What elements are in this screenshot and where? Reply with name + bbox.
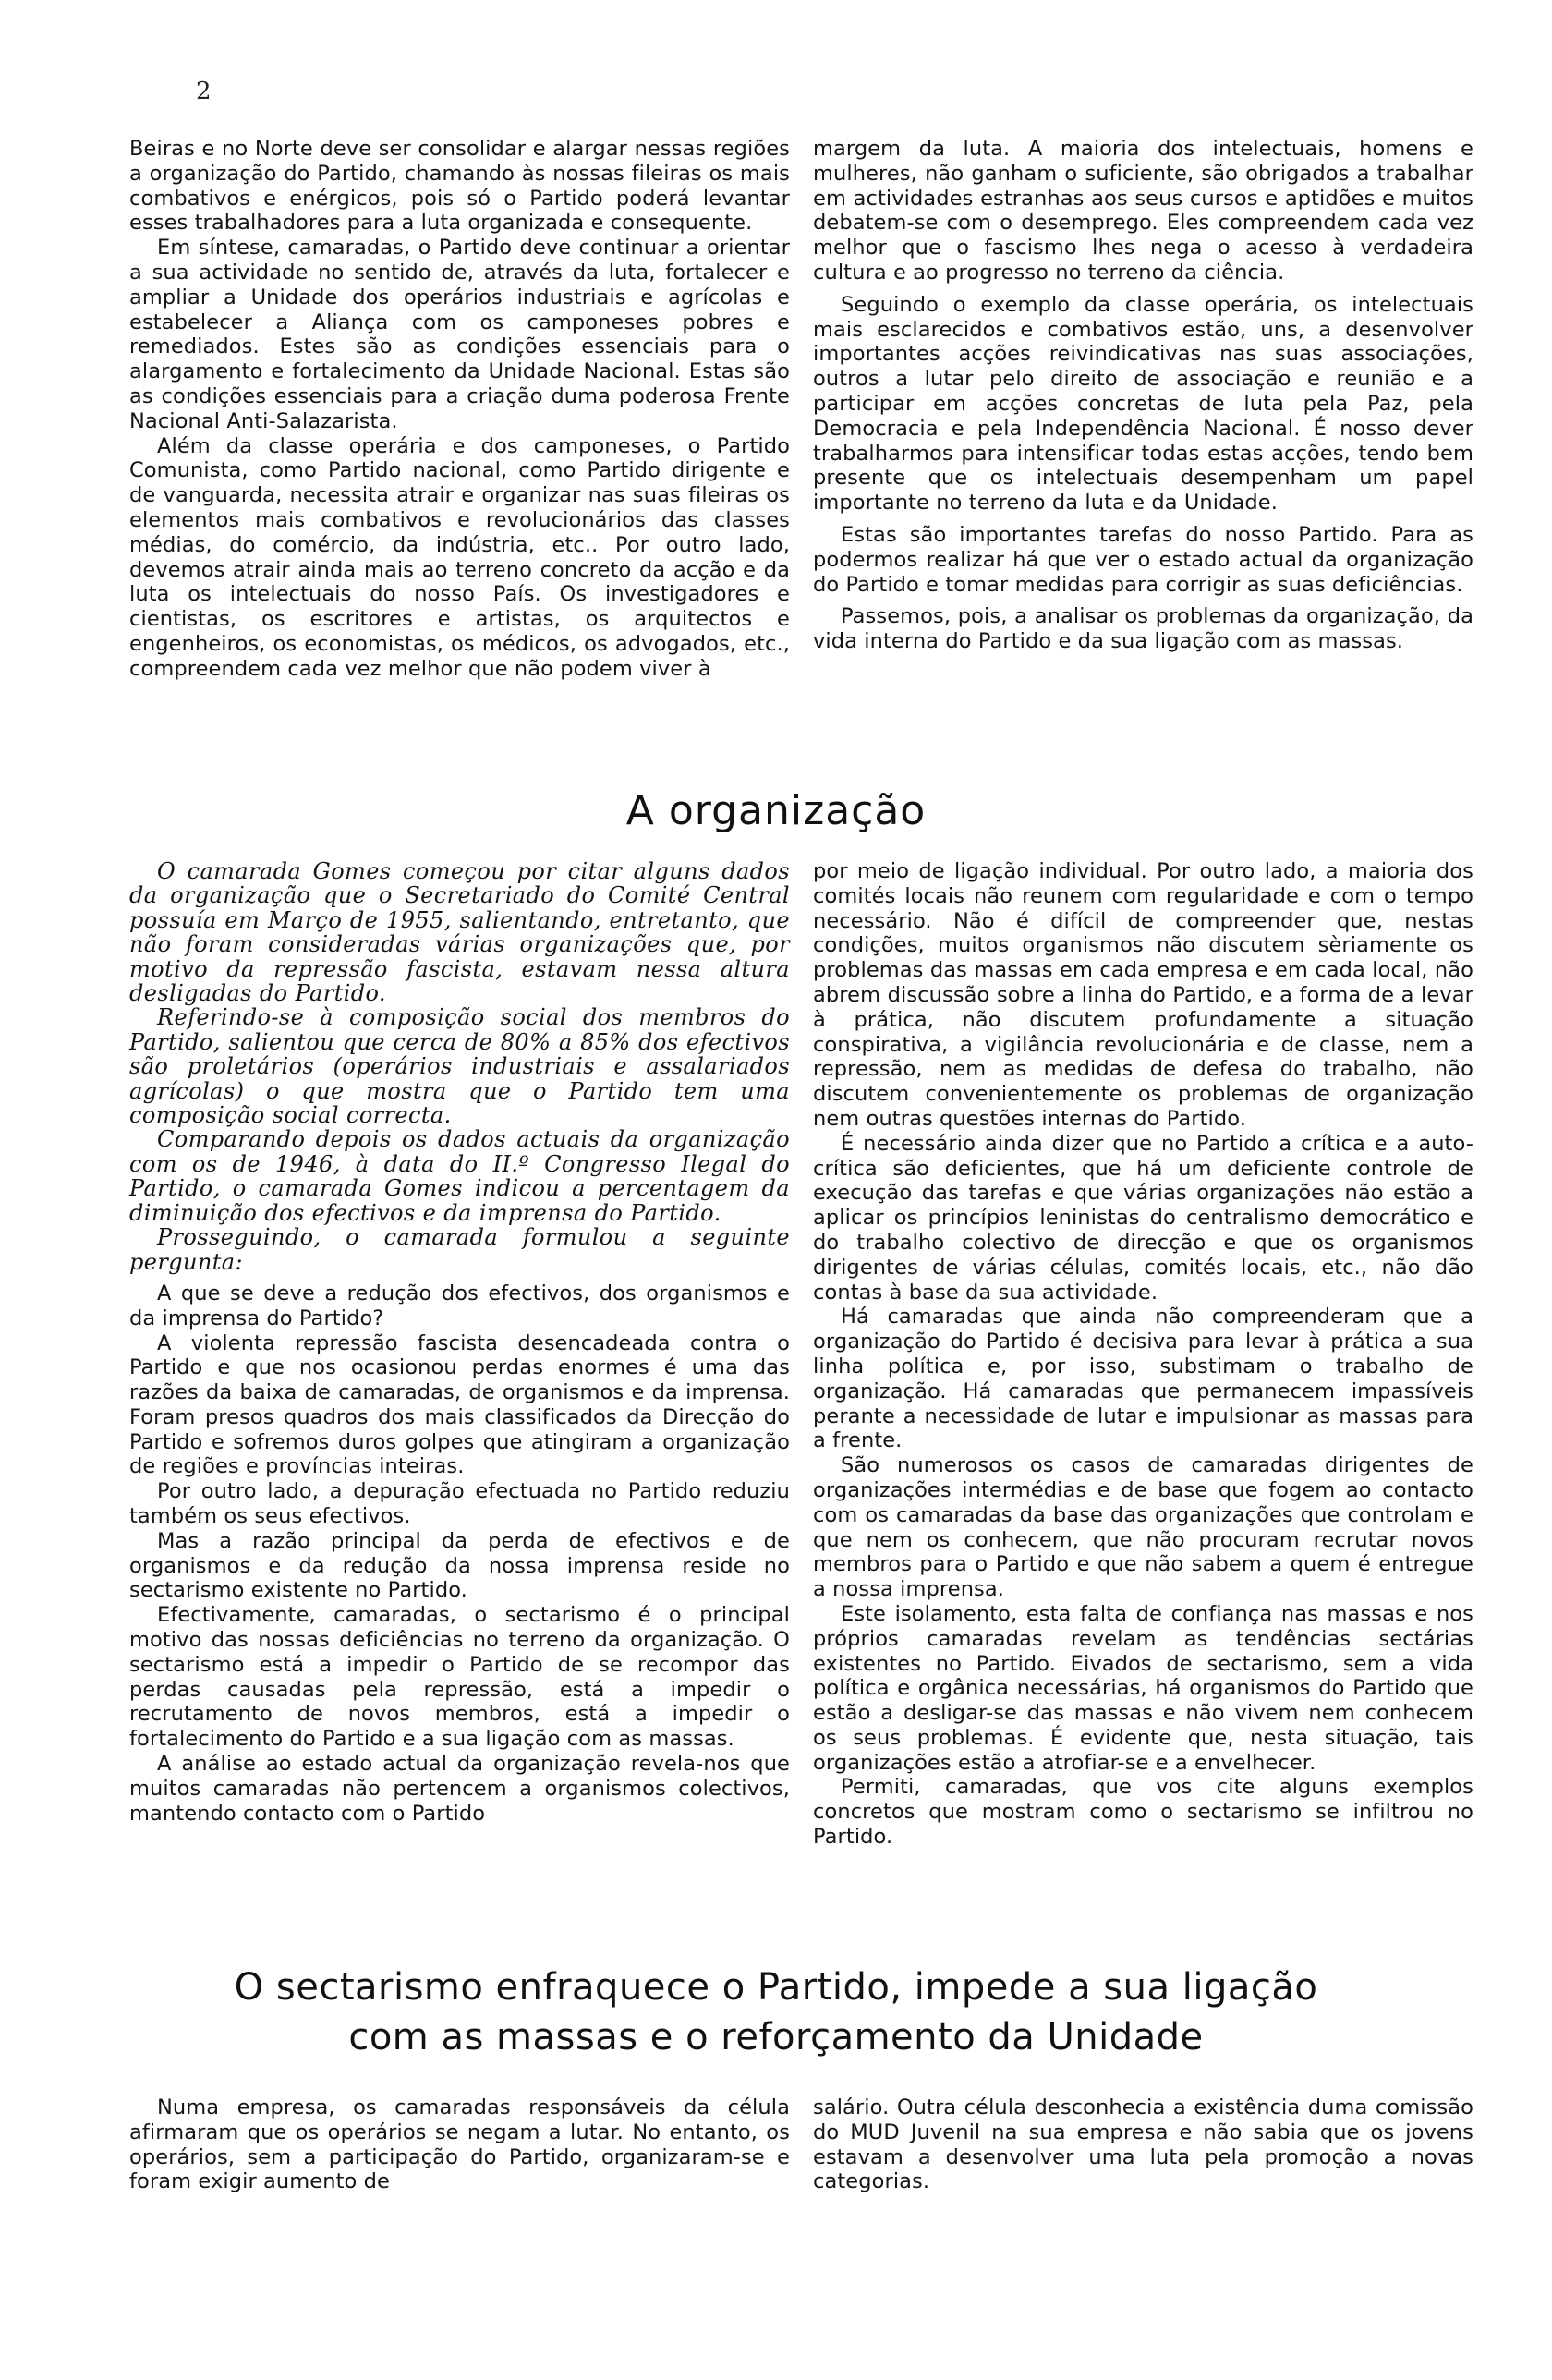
page-number: 2 <box>196 78 212 105</box>
paragraph: Beiras e no Norte deve ser consolidar e alargar nessas regiões a organização do Partido, chamando às nossas fileiras os mais combativos e enérgicos, pois só o Partido poderá levantar esses trabalhadores para a luta organizada e consequente. <box>129 137 790 236</box>
italic-summary: Prosseguindo, o camarada formulou a seguinte pergunta: <box>129 1224 790 1275</box>
paragraph: margem da luta. A maioria dos intelectuais, homens e mulheres, não ganham o suficiente, são obrigados a trabalhar em actividades estranhas aos seus cursos e aptidões e muitos debatem-se com o desemprego. Eles compreendem cada vez melhor que o fascismo lhes nega o acesso à verdadeira cultura e ao progresso no terreno da ciência. <box>813 137 1473 285</box>
paragraph: Por outro lado, a depuração efectuada no Partido reduziu também os seus efectivos. <box>129 1479 790 1529</box>
paragraph: Há camaradas que ainda não compreenderam que a organização do Partido é decisiva para levar à prática a sua linha política e, por isso, substimam o trabalho de organização. Há camaradas que permanecem impassíveis perante a necessidade de lutar e impulsionar as massas para a frente. <box>813 1305 1473 1453</box>
paragraph: É necessário ainda dizer que no Partido a crítica e a auto-crítica são deficientes, que há um deficiente controle de execução das tarefas e que várias organizações não estão a aplicar os princípios leninistas do centralismo democrático e do trabalho colectivo de direcção e que os organismos dirigentes de várias células, comités locais, etc., não dão contas à base da sua actividade. <box>813 1131 1473 1305</box>
column-middle-left <box>129 859 790 1826</box>
paragraph: por meio de ligação individual. Por outro lado, a maioria dos comités locais não reunem com regularidade e com o tempo necessário. Não é difícil de compreender que, nestas condições, muitos organismos não discutem sèriamente os problemas das massas em cada empresa e em cada local, não abrem discussão sobre a linha do Partido, e a forma de a levar à prática, não discutem profundamente a situação conspirativa, a vigilância revolucionária e de classe, nem a repressão, nem as medidas de defesa do trabalho, não discutem convenientemente os problemas de organização nem outras questões internas do Partido. <box>813 859 1473 1131</box>
paragraph: A análise ao estado actual da organização revela-nos que muitos camaradas não pertencem a organismos colectivos, mantendo contacto com o Partido <box>129 1752 790 1826</box>
paragraph: Mas a razão principal da perda de efectivos e de organismos e da redução da nossa imprensa reside no sectarismo existente no Partido. <box>129 1528 790 1603</box>
section-heading-sectarismo <box>185 1962 1367 2062</box>
paragraph: São numerosos os casos de camaradas dirigentes de organizações intermédias e de base que fogem ao contacto com os camaradas da base das organizações que controlam e que nem os conhecem, que não procuram recrutar novos membros para o Partido e que não sabem a quem é entregue a nossa imprensa. <box>813 1453 1473 1602</box>
column-top-left <box>129 137 790 682</box>
paragraph: Numa empresa, os camaradas responsáveis da célula afirmaram que os operários se negam a lutar. No entanto, os operários, sem a participação do Partido, organizaram-se e foram exigir aumento de <box>129 2095 790 2194</box>
heading-line: com as massas e o reforçamento da Unidade <box>348 2016 1204 2058</box>
paragraph: A que se deve a redução dos efectivos, dos organismos e da imprensa do Partido? <box>129 1281 790 1330</box>
column-bottom-right <box>813 2095 1473 2194</box>
paragraph: Estas são importantes tarefas do nosso Partido. Para as podermos realizar há que ver o estado actual da organização do Partido e tomar medidas para corrigir as suas deficiências. <box>813 522 1473 597</box>
italic-summary: Comparando depois os dados actuais da organização com os de 1946, à data do II.º Congresso Ilegal do Partido, o camarada Gomes indicou a percentagem da diminuição dos efectivos e da imprensa do Partido. <box>129 1126 790 1226</box>
paragraph: Este isolamento, esta falta de confiança nas massas e nos próprios camaradas revelam as tendências sectárias existentes no Partido. Eivados de sectarismo, sem a vida política e orgânica necessárias, há organismos do Partido que estão a desligar-se das massas e não vivem nem conhecem os seus problemas. É evidente que, nesta situação, tais organizações estão a atrofiar-se e a envelhecer. <box>813 1601 1473 1775</box>
paragraph: Em síntese, camaradas, o Partido deve continuar a orientar a sua actividade no sentido de, através da luta, fortalecer e ampliar a Unidade dos operários industriais e agrícolas e estabelecer a Aliança com os camponeses pobres e remediados. Estes são as condições essenciais para o alargamento e fortalecimento da Unidade Nacional. Estas são as condições essenciais para a criação duma poderosa Frente Nacional Anti-Salazarista. <box>129 236 790 433</box>
paragraph: Além da classe operária e dos camponeses, o Partido Comunista, como Partido nacional, como Partido dirigente e de vanguarda, necessita atrair e organizar nas suas fileiras os elementos mais combativos e revolucionários das classes médias, do comércio, da indústria, etc.. Por outro lado, devemos atrair ainda mais ao terreno concreto da acção e da luta os intelectuais do nosso País. Os investigadores e cientistas, os escritores e artistas, os arquitectos e engenheiros, os economistas, os médicos, os advogados, etc., compreendem cada vez melhor que não podem viver à <box>129 433 790 681</box>
paragraph: Permiti, camaradas, que vos cite alguns exemplos concretos que mostram como o sectarismo se infiltrou no Partido. <box>813 1775 1473 1850</box>
heading-line: O sectarismo enfraquece o Partido, impede a sua ligação <box>234 1966 1318 2009</box>
column-top-right <box>813 137 1473 654</box>
column-middle-right <box>813 859 1473 1850</box>
paragraph: salário. Outra célula desconhecia a existência duma comissão do MUD Juvenil na sua empresa e não sabia que os jovens estavam a desenvolver uma luta pela promoção a novas categorias. <box>813 2095 1473 2194</box>
paragraph: Seguindo o exemplo da classe operária, os intelectuais mais esclarecidos e combativos estão, uns, a desenvolver importantes acções reivindicativas nas suas associações, outros a lutar pelo direito de associação e reunião e a participar em acções concretas de luta pela Paz, pela Democracia e pela Independência Nacional. É nosso dever trabalharmos para intensificar todas estas acções, tendo bem presente que os intelectuais desempenham um papel importante no terreno da luta e da Unidade. <box>813 292 1473 516</box>
paragraph: A violenta repressão fascista desencadeada contra o Partido e que nos ocasionou perdas enormes é uma das razões da baixa de camaradas, de organismos e da imprensa. Foram presos quadros dos mais classificados da Direcção do Partido e sofremos duros golpes que atingiram a organização de regiões e províncias inteiras. <box>129 1330 790 1479</box>
italic-summary: Referindo-se à composição social dos membros do Partido, salientou que cerca de 80% a 85% dos efectivos são proletários (operários industriais e assalariados agrícolas) o que mostra que o Partido tem uma composição social correcta. <box>129 1004 790 1129</box>
paragraph: Passemos, pois, a analisar os problemas da organização, da vida interna do Partido e da sua ligação com as massas. <box>813 604 1473 654</box>
italic-summary: O camarada Gomes começou por citar alguns dados da organização que o Secretariado do Comité Central possuía em Março de 1955, salientando, entretanto, que não foram consideradas várias organizações que, por motivo da repressão fascista, estavam nessa altura desligadas do Partido. <box>129 858 790 1007</box>
paragraph: Efectivamente, camaradas, o sectarismo é o principal motivo das nossas deficiências no terreno da organização. O sectarismo está a impedir o Partido de se recompor das perdas causadas pela repressão, está a impedir o recrutamento de novos membros, está a impedir o fortalecimento do Partido e a sua ligação com as massas. <box>129 1603 790 1752</box>
section-heading-organizacao: A organização <box>625 787 927 834</box>
column-bottom-left <box>129 2095 790 2194</box>
